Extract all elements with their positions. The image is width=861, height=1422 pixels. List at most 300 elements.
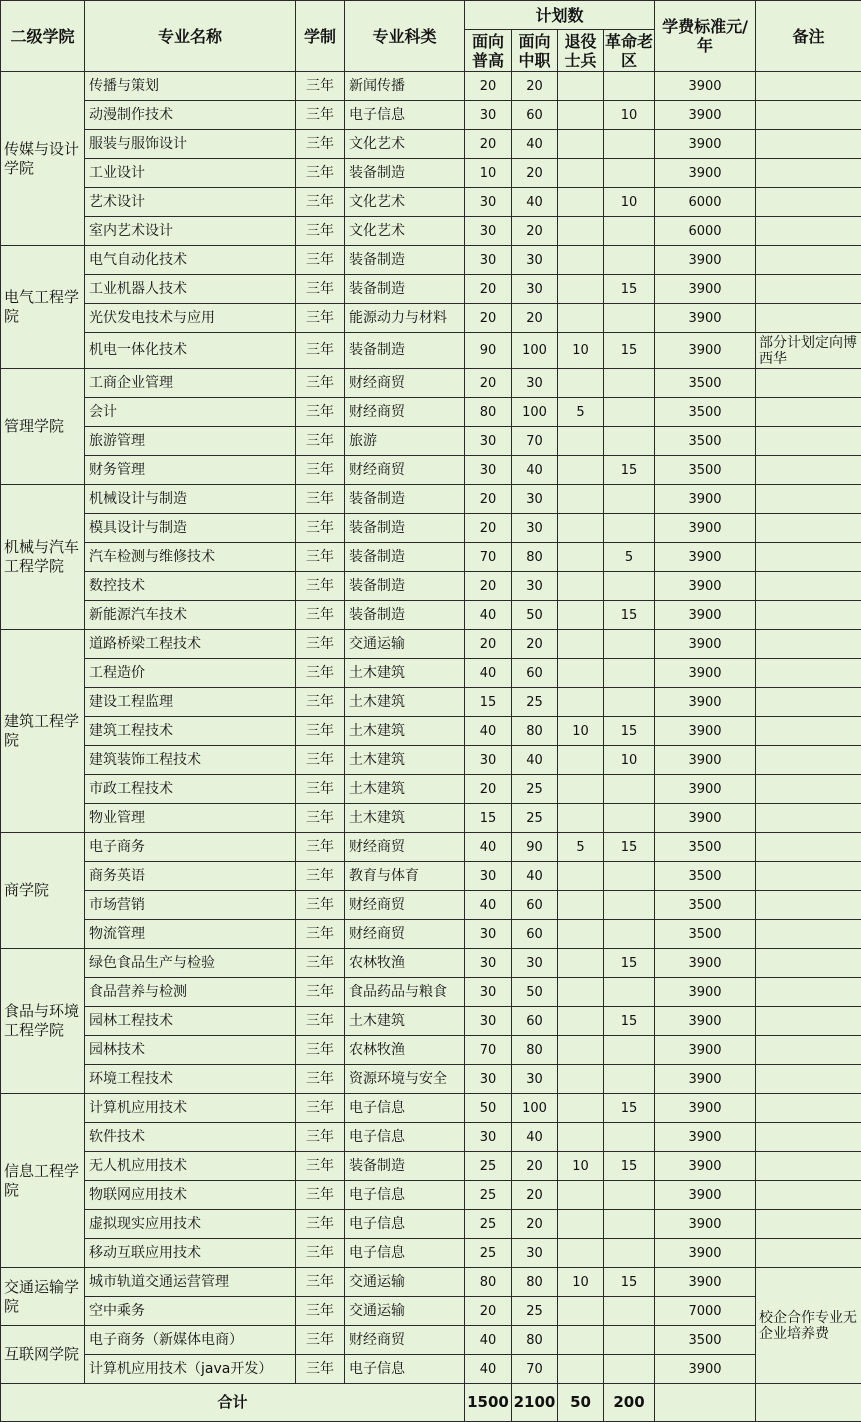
- table-row: [1, 862, 861, 891]
- plan-old-area-cell: [604, 978, 655, 1007]
- table-row: [1, 369, 861, 398]
- duration-cell: 三年: [296, 1094, 345, 1123]
- remark-cell: [756, 1210, 861, 1239]
- category-cell: 财经商贸: [345, 456, 465, 485]
- plan-vocational-cell: 40: [512, 862, 558, 891]
- major-cell: 模具设计与制造: [85, 514, 296, 543]
- fee-cell: 3500: [655, 369, 756, 398]
- remark-cell: [756, 1036, 861, 1065]
- major-cell: 旅游管理: [85, 427, 296, 456]
- plan-veteran-cell: [558, 369, 604, 398]
- plan-old-area-cell: 15: [604, 1268, 655, 1297]
- remark-cell: [756, 572, 861, 601]
- table-row: [1, 1268, 861, 1297]
- plan-general-cell: 40: [465, 659, 512, 688]
- plan-vocational-cell: 60: [512, 1007, 558, 1036]
- fee-cell: 3900: [655, 485, 756, 514]
- fee-cell: 3900: [655, 275, 756, 304]
- major-cell: 市政工程技术: [85, 775, 296, 804]
- major-cell: 移动互联应用技术: [85, 1239, 296, 1268]
- major-cell: 绿色食品生产与检验: [85, 949, 296, 978]
- duration-cell: 三年: [296, 862, 345, 891]
- category-cell: 能源动力与材料: [345, 304, 465, 333]
- category-cell: 电子信息: [345, 1094, 465, 1123]
- table-row: [1, 1152, 861, 1181]
- plan-old-area-cell: 5: [604, 543, 655, 572]
- plan-general-cell: 25: [465, 1181, 512, 1210]
- major-cell: 工商企业管理: [85, 369, 296, 398]
- table-row: [1, 1007, 861, 1036]
- duration-cell: 三年: [296, 1152, 345, 1181]
- table-row: [1, 101, 861, 130]
- major-cell: 工业设计: [85, 159, 296, 188]
- major-cell: 传播与策划: [85, 72, 296, 101]
- plan-general-cell: 70: [465, 1036, 512, 1065]
- college-cell: 信息工程学院: [1, 1094, 85, 1268]
- plan-veteran-cell: [558, 1036, 604, 1065]
- table-row: [1, 659, 861, 688]
- plan-old-area-cell: [604, 891, 655, 920]
- fee-cell: 3900: [655, 978, 756, 1007]
- remark-cell: [756, 717, 861, 746]
- category-cell: 土木建筑: [345, 1007, 465, 1036]
- table-row: [1, 398, 861, 427]
- plan-general-cell: 40: [465, 891, 512, 920]
- major-cell: 汽车检测与维修技术: [85, 543, 296, 572]
- plan-old-area-cell: 15: [604, 601, 655, 630]
- major-cell: 食品营养与检测: [85, 978, 296, 1007]
- table-row: [1, 304, 861, 333]
- plan-general-cell: 30: [465, 246, 512, 275]
- plan-vocational-cell: 40: [512, 130, 558, 159]
- category-cell: 财经商贸: [345, 891, 465, 920]
- fee-cell: 3900: [655, 572, 756, 601]
- duration-cell: 三年: [296, 920, 345, 949]
- major-cell: 光伏发电技术与应用: [85, 304, 296, 333]
- major-cell: 室内艺术设计: [85, 217, 296, 246]
- plan-veteran-cell: [558, 862, 604, 891]
- plan-vocational-cell: 25: [512, 1297, 558, 1326]
- plan-vocational-cell: 20: [512, 1210, 558, 1239]
- plan-general-cell: 50: [465, 1094, 512, 1123]
- fee-cell: 3900: [655, 159, 756, 188]
- total-old-area: 200: [604, 1384, 655, 1422]
- plan-vocational-cell: 100: [512, 1094, 558, 1123]
- major-cell: 动漫制作技术: [85, 101, 296, 130]
- plan-general-cell: 40: [465, 601, 512, 630]
- category-cell: 装备制造: [345, 246, 465, 275]
- fee-cell: 3900: [655, 659, 756, 688]
- duration-cell: 三年: [296, 601, 345, 630]
- plan-general-cell: 30: [465, 456, 512, 485]
- plan-old-area-cell: [604, 572, 655, 601]
- category-cell: 装备制造: [345, 543, 465, 572]
- remark-cell: [756, 246, 861, 275]
- table-row: [1, 514, 861, 543]
- category-cell: 土木建筑: [345, 717, 465, 746]
- plan-vocational-cell: 20: [512, 159, 558, 188]
- plan-general-cell: 25: [465, 1210, 512, 1239]
- table-row: [1, 833, 861, 862]
- header-plan-old-area: 革命老区: [605, 31, 654, 70]
- plan-vocational-cell: 25: [512, 804, 558, 833]
- plan-old-area-cell: [604, 398, 655, 427]
- plan-vocational-cell: 60: [512, 920, 558, 949]
- header-plan-veteran: 退役士兵: [558, 30, 604, 72]
- fee-cell: 3900: [655, 543, 756, 572]
- college-cell: 建筑工程学院: [1, 630, 85, 833]
- table-row: [1, 688, 861, 717]
- plan-old-area-cell: [604, 1210, 655, 1239]
- duration-cell: 三年: [296, 775, 345, 804]
- remark-cell: [756, 1094, 861, 1123]
- major-cell: 工业机器人技术: [85, 275, 296, 304]
- plan-vocational-cell: 30: [512, 369, 558, 398]
- plan-veteran-cell: [558, 485, 604, 514]
- plan-veteran-cell: [558, 775, 604, 804]
- table-row: [1, 717, 861, 746]
- plan-veteran-cell: [558, 746, 604, 775]
- remark-cell: [756, 456, 861, 485]
- category-cell: 装备制造: [345, 333, 465, 369]
- plan-veteran-cell: [558, 1181, 604, 1210]
- plan-general-cell: 40: [465, 1355, 512, 1384]
- plan-general-cell: 30: [465, 1065, 512, 1094]
- category-cell: 文化艺术: [345, 188, 465, 217]
- remark-cell: [756, 833, 861, 862]
- remark-cell: [756, 1152, 861, 1181]
- fee-cell: 3900: [655, 1123, 756, 1152]
- plan-old-area-cell: [604, 804, 655, 833]
- table-row: [1, 1355, 861, 1384]
- plan-general-cell: 10: [465, 159, 512, 188]
- plan-old-area-cell: [604, 514, 655, 543]
- remark-cell: [756, 275, 861, 304]
- category-cell: 农林牧渔: [345, 1036, 465, 1065]
- remark-cell: [756, 159, 861, 188]
- duration-cell: 三年: [296, 891, 345, 920]
- duration-cell: 三年: [296, 1065, 345, 1094]
- total-label: 合计: [1, 1384, 465, 1422]
- duration-cell: 三年: [296, 369, 345, 398]
- plan-vocational-cell: 30: [512, 246, 558, 275]
- header-duration: 学制: [296, 1, 345, 72]
- plan-veteran-cell: 10: [558, 717, 604, 746]
- major-cell: 建筑工程技术: [85, 717, 296, 746]
- category-cell: 教育与体育: [345, 862, 465, 891]
- plan-general-cell: 30: [465, 746, 512, 775]
- major-cell: 工程造价: [85, 659, 296, 688]
- major-cell: 建设工程监理: [85, 688, 296, 717]
- category-cell: 食品药品与粮食: [345, 978, 465, 1007]
- category-cell: 财经商贸: [345, 833, 465, 862]
- plan-vocational-cell: 30: [512, 949, 558, 978]
- plan-veteran-cell: [558, 630, 604, 659]
- plan-veteran-cell: [558, 949, 604, 978]
- fee-cell: 3900: [655, 1210, 756, 1239]
- duration-cell: 三年: [296, 246, 345, 275]
- major-cell: 会计: [85, 398, 296, 427]
- plan-old-area-cell: 15: [604, 1007, 655, 1036]
- plan-veteran-cell: [558, 514, 604, 543]
- plan-old-area-cell: [604, 920, 655, 949]
- duration-cell: 三年: [296, 1181, 345, 1210]
- category-cell: 文化艺术: [345, 130, 465, 159]
- plan-old-area-cell: [604, 1036, 655, 1065]
- plan-general-cell: 80: [465, 1268, 512, 1297]
- remark-cell: [756, 398, 861, 427]
- plan-old-area-cell: [604, 217, 655, 246]
- plan-general-cell: 70: [465, 543, 512, 572]
- plan-veteran-cell: [558, 891, 604, 920]
- remark-cell: [756, 949, 861, 978]
- plan-old-area-cell: [604, 775, 655, 804]
- plan-vocational-cell: 25: [512, 688, 558, 717]
- plan-veteran-cell: [558, 1123, 604, 1152]
- plan-old-area-cell: 10: [604, 746, 655, 775]
- plan-vocational-cell: 80: [512, 1326, 558, 1355]
- plan-general-cell: 20: [465, 572, 512, 601]
- major-cell: 财务管理: [85, 456, 296, 485]
- duration-cell: 三年: [296, 275, 345, 304]
- fee-cell: 3900: [655, 1152, 756, 1181]
- plan-general-cell: 15: [465, 688, 512, 717]
- duration-cell: 三年: [296, 72, 345, 101]
- plan-vocational-cell: 50: [512, 978, 558, 1007]
- plan-veteran-cell: [558, 572, 604, 601]
- plan-general-cell: 30: [465, 217, 512, 246]
- plan-general-cell: 30: [465, 862, 512, 891]
- fee-cell: 3900: [655, 1355, 756, 1384]
- header-major: 专业名称: [85, 1, 296, 72]
- plan-general-cell: 25: [465, 1152, 512, 1181]
- fee-cell: 7000: [655, 1297, 756, 1326]
- plan-veteran-cell: [558, 920, 604, 949]
- fee-cell: 3900: [655, 1268, 756, 1297]
- table-row: [1, 978, 861, 1007]
- remark-cell: [756, 688, 861, 717]
- table-row: [1, 333, 861, 369]
- plan-general-cell: 30: [465, 1123, 512, 1152]
- plan-veteran-cell: 5: [558, 398, 604, 427]
- fee-cell: 3500: [655, 456, 756, 485]
- category-cell: 文化艺术: [345, 217, 465, 246]
- category-cell: 装备制造: [345, 572, 465, 601]
- plan-general-cell: 40: [465, 1326, 512, 1355]
- category-cell: 旅游: [345, 427, 465, 456]
- duration-cell: 三年: [296, 188, 345, 217]
- header-plan-general: 面向普高: [465, 30, 512, 72]
- plan-vocational-cell: 90: [512, 833, 558, 862]
- table-row: [1, 159, 861, 188]
- category-cell: 装备制造: [345, 601, 465, 630]
- table-row: [1, 949, 861, 978]
- remark-cell: [756, 514, 861, 543]
- remark-cell: [756, 369, 861, 398]
- plan-veteran-cell: 10: [558, 1268, 604, 1297]
- college-cell: 互联网学院: [1, 1326, 85, 1384]
- plan-vocational-cell: 30: [512, 572, 558, 601]
- duration-cell: 三年: [296, 804, 345, 833]
- plan-general-cell: 20: [465, 275, 512, 304]
- plan-vocational-cell: 20: [512, 217, 558, 246]
- major-cell: 商务英语: [85, 862, 296, 891]
- plan-old-area-cell: [604, 659, 655, 688]
- plan-old-area-cell: [604, 1239, 655, 1268]
- category-cell: 财经商贸: [345, 920, 465, 949]
- duration-cell: 三年: [296, 1036, 345, 1065]
- shared-remark-cell: 校企合作专业无企业培养费: [756, 1268, 861, 1384]
- plan-old-area-cell: 15: [604, 456, 655, 485]
- fee-cell: 3500: [655, 427, 756, 456]
- table-row: [1, 188, 861, 217]
- table-row: [1, 485, 861, 514]
- plan-veteran-cell: 10: [558, 1152, 604, 1181]
- plan-veteran-cell: [558, 1210, 604, 1239]
- plan-old-area-cell: [604, 1065, 655, 1094]
- plan-general-cell: 90: [465, 333, 512, 369]
- table-row: [1, 1036, 861, 1065]
- plan-general-cell: 30: [465, 427, 512, 456]
- major-cell: 城市轨道交通运营管理: [85, 1268, 296, 1297]
- remark-cell: [756, 746, 861, 775]
- plan-general-cell: 30: [465, 978, 512, 1007]
- plan-veteran-cell: [558, 1094, 604, 1123]
- fee-cell: 3900: [655, 246, 756, 275]
- category-cell: 财经商贸: [345, 398, 465, 427]
- plan-vocational-cell: 70: [512, 1355, 558, 1384]
- plan-old-area-cell: [604, 130, 655, 159]
- plan-vocational-cell: 80: [512, 1036, 558, 1065]
- plan-veteran-cell: [558, 601, 604, 630]
- header-category: 专业科类: [345, 1, 465, 72]
- table-row: [1, 1123, 861, 1152]
- plan-old-area-cell: 15: [604, 949, 655, 978]
- plan-vocational-cell: 30: [512, 275, 558, 304]
- fee-cell: 3900: [655, 1036, 756, 1065]
- plan-vocational-cell: 70: [512, 427, 558, 456]
- table-row: [1, 543, 861, 572]
- category-cell: 农林牧渔: [345, 949, 465, 978]
- plan-vocational-cell: 40: [512, 1123, 558, 1152]
- plan-veteran-cell: 5: [558, 833, 604, 862]
- college-cell: 食品与环境工程学院: [1, 949, 85, 1094]
- fee-cell: 6000: [655, 188, 756, 217]
- plan-veteran-cell: [558, 304, 604, 333]
- remark-cell: [756, 543, 861, 572]
- plan-veteran-cell: [558, 1355, 604, 1384]
- plan-veteran-cell: [558, 804, 604, 833]
- remark-cell: [756, 304, 861, 333]
- duration-cell: 三年: [296, 485, 345, 514]
- plan-old-area-cell: [604, 485, 655, 514]
- plan-vocational-cell: 30: [512, 1239, 558, 1268]
- fee-cell: 3500: [655, 920, 756, 949]
- remark-cell: [756, 1123, 861, 1152]
- remark-cell: [756, 1065, 861, 1094]
- major-cell: 建筑装饰工程技术: [85, 746, 296, 775]
- duration-cell: 三年: [296, 514, 345, 543]
- category-cell: 电子信息: [345, 1123, 465, 1152]
- category-cell: 交通运输: [345, 1268, 465, 1297]
- fee-cell: 3900: [655, 1181, 756, 1210]
- table-row: [1, 1239, 861, 1268]
- plan-veteran-cell: [558, 1239, 604, 1268]
- plan-old-area-cell: 15: [604, 1094, 655, 1123]
- remark-cell: [756, 1239, 861, 1268]
- plan-old-area-cell: [604, 1297, 655, 1326]
- plan-veteran-cell: [558, 246, 604, 275]
- college-cell: 机械与汽车工程学院: [1, 485, 85, 630]
- plan-general-cell: 30: [465, 188, 512, 217]
- duration-cell: 三年: [296, 543, 345, 572]
- table-row: [1, 891, 861, 920]
- category-cell: 装备制造: [345, 275, 465, 304]
- plan-vocational-cell: 30: [512, 514, 558, 543]
- college-cell: 电气工程学院: [1, 246, 85, 369]
- category-cell: 土木建筑: [345, 804, 465, 833]
- category-cell: 装备制造: [345, 485, 465, 514]
- plan-old-area-cell: [604, 862, 655, 891]
- plan-general-cell: 15: [465, 804, 512, 833]
- major-cell: 道路桥梁工程技术: [85, 630, 296, 659]
- plan-vocational-cell: 25: [512, 775, 558, 804]
- duration-cell: 三年: [296, 398, 345, 427]
- major-cell: 数控技术: [85, 572, 296, 601]
- plan-vocational-cell: 30: [512, 1065, 558, 1094]
- plan-general-cell: 20: [465, 630, 512, 659]
- plan-old-area-cell: [604, 1326, 655, 1355]
- plan-old-area-cell: 10: [604, 101, 655, 130]
- major-cell: 园林技术: [85, 1036, 296, 1065]
- plan-general-cell: 30: [465, 101, 512, 130]
- plan-vocational-cell: 40: [512, 188, 558, 217]
- table-row: [1, 920, 861, 949]
- plan-vocational-cell: 100: [512, 398, 558, 427]
- plan-old-area-cell: 15: [604, 275, 655, 304]
- plan-old-area-cell: 10: [604, 188, 655, 217]
- duration-cell: 三年: [296, 1123, 345, 1152]
- plan-vocational-cell: 60: [512, 101, 558, 130]
- plan-vocational-cell: 50: [512, 601, 558, 630]
- plan-old-area-cell: [604, 630, 655, 659]
- table-row: [1, 601, 861, 630]
- plan-general-cell: 20: [465, 369, 512, 398]
- category-cell: 财经商贸: [345, 1326, 465, 1355]
- plan-veteran-cell: [558, 72, 604, 101]
- major-cell: 电子商务（新媒体电商）: [85, 1326, 296, 1355]
- table-row: [1, 746, 861, 775]
- plan-veteran-cell: [558, 275, 604, 304]
- plan-veteran-cell: [558, 1297, 604, 1326]
- plan-veteran-cell: [558, 978, 604, 1007]
- plan-general-cell: 20: [465, 514, 512, 543]
- plan-vocational-cell: 60: [512, 891, 558, 920]
- plan-general-cell: 20: [465, 775, 512, 804]
- total-remark-cell: [756, 1384, 861, 1422]
- category-cell: 电子信息: [345, 101, 465, 130]
- duration-cell: 三年: [296, 1355, 345, 1384]
- category-cell: 电子信息: [345, 1355, 465, 1384]
- duration-cell: 三年: [296, 427, 345, 456]
- fee-cell: 3900: [655, 601, 756, 630]
- table-row: [1, 1210, 861, 1239]
- plan-vocational-cell: 20: [512, 1181, 558, 1210]
- fee-cell: 3900: [655, 804, 756, 833]
- duration-cell: 三年: [296, 833, 345, 862]
- major-cell: 新能源汽车技术: [85, 601, 296, 630]
- plan-general-cell: 20: [465, 485, 512, 514]
